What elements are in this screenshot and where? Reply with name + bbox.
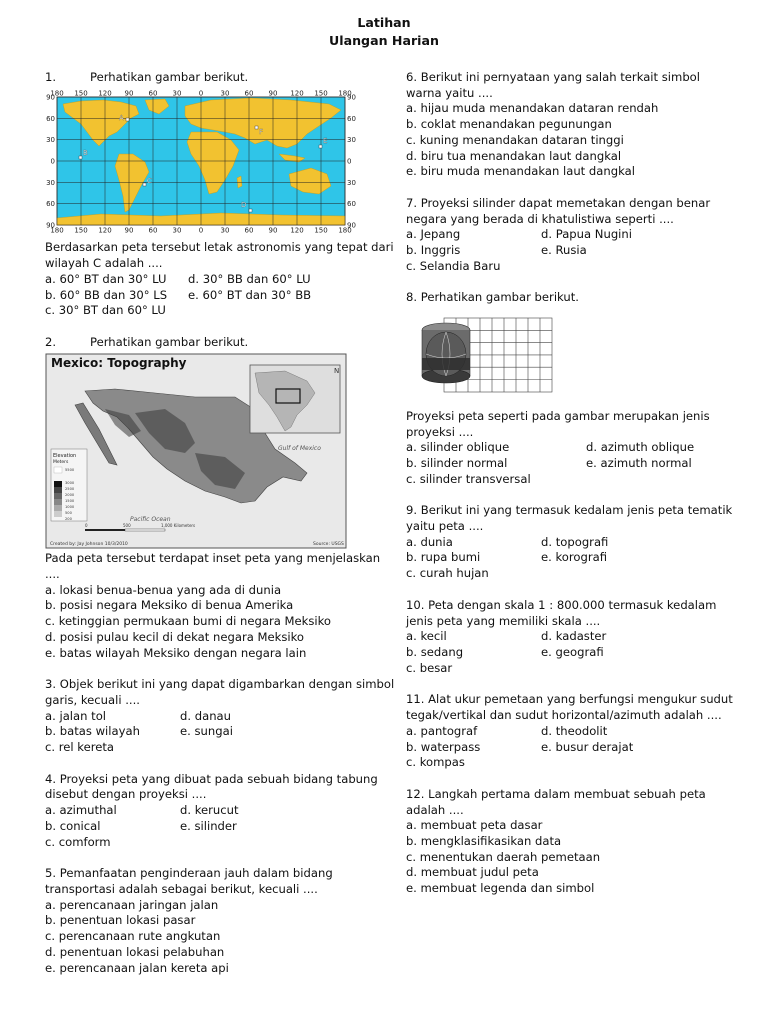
q4-option-b[interactable]: b. conical: [45, 818, 101, 833]
elevation-legend-value: 2000: [65, 492, 75, 497]
svg-text:N: N: [334, 366, 340, 375]
elevation-legend-value: 500: [65, 510, 72, 515]
longitude-tick-label: 180: [338, 89, 352, 98]
question-2-number: 2.: [45, 334, 57, 349]
latitude-tick-label: 60: [347, 114, 356, 123]
svg-text:A: A: [119, 113, 124, 122]
q1-option-b[interactable]: b. 60° BB dan 30° LS: [45, 287, 168, 302]
q5-option-d[interactable]: d. penentuan lokasi pelabuhan: [45, 944, 225, 959]
cylinder-projection-diagram: [418, 316, 554, 396]
q10-option-e[interactable]: e. geografi: [541, 644, 604, 659]
q4-option-c[interactable]: c. comform: [45, 834, 111, 849]
question-4-options: [45, 803, 397, 850]
q12-option-a[interactable]: a. membuat peta dasar: [406, 818, 543, 833]
svg-text:Elevation: Elevation: [53, 452, 77, 459]
question-2-prompt: 2. Perhatikan gambar berikut.: [45, 334, 249, 349]
q9-option-d[interactable]: d. topografi: [541, 534, 609, 549]
title-line-1: Latihan: [357, 15, 411, 30]
q9-option-c[interactable]: c. curah hujan: [406, 566, 489, 581]
mexico-map-figure: [45, 353, 397, 554]
q9-option-a[interactable]: a. dunia: [406, 534, 453, 549]
q4-option-a[interactable]: a. azimuthal: [45, 803, 117, 818]
question-10-options: [406, 629, 736, 676]
q4-option-e[interactable]: e. silinder: [180, 818, 237, 833]
elevation-legend-value: 1000: [65, 504, 75, 509]
latitude-tick-label: 0: [347, 157, 352, 166]
elevation-legend-value: 2500: [65, 486, 75, 491]
q8-option-d[interactable]: d. azimuth oblique: [586, 440, 695, 455]
question-11-stem: 11. Alat ukur pemetaan yang berfungsi mengukur sudut tegak/vertikal dan sudut horizontal/azimuth adalah ....: [406, 692, 733, 723]
q2-option-a[interactable]: a. lokasi benua-benua yang ada di dunia: [45, 582, 282, 597]
q9-option-e[interactable]: e. korografi: [541, 550, 608, 565]
q2-option-c[interactable]: c. ketinggian permukaan bumi di negara Meksiko: [45, 614, 331, 629]
latitude-tick-label: 90: [347, 93, 356, 102]
map-credit: Created by: Jay Johnson 10/3/2010: [50, 541, 128, 547]
question-8-options: [406, 440, 736, 487]
question-12-stem: 12. Langkah pertama dalam membuat sebuah peta adalah ....: [406, 786, 706, 817]
longitude-tick-label: 120: [98, 226, 112, 234]
longitude-tick-label: 60: [148, 89, 158, 98]
latitude-tick-label: 90: [347, 221, 356, 230]
q7-option-a[interactable]: a. Jepang: [406, 227, 461, 242]
q6-option-b[interactable]: b. coklat menandakan pegunungan: [406, 117, 612, 132]
longitude-tick-label: 150: [74, 226, 88, 234]
longitude-tick-label: 180: [50, 226, 64, 234]
cylinder-projection-figure: [418, 316, 736, 401]
q6-option-a[interactable]: a. hijau muda menandakan dataran rendah: [406, 101, 659, 116]
question-12: [406, 787, 736, 897]
longitude-tick-label: 150: [314, 226, 328, 234]
q6-option-d[interactable]: d. biru tua menandakan laut dangkal: [406, 148, 622, 163]
latitude-tick-label: 30: [46, 135, 55, 144]
q5-option-b[interactable]: b. penentuan lokasi pasar: [45, 913, 196, 928]
q8-option-a[interactable]: a. silinder oblique: [406, 440, 510, 455]
q9-option-b[interactable]: b. rupa bumi: [406, 550, 481, 565]
longitude-tick-label: 90: [124, 89, 134, 98]
longitude-tick-label: 180: [50, 89, 64, 98]
longitude-tick-label: 30: [172, 89, 182, 98]
q8-option-b[interactable]: b. silinder normal: [406, 455, 508, 470]
q5-option-e[interactable]: e. perencanaan jalan kereta api: [45, 960, 229, 975]
q7-option-c[interactable]: c. Selandia Baru: [406, 258, 501, 273]
world-map-figure: [41, 88, 397, 239]
latitude-tick-label: 90: [46, 221, 55, 230]
question-2-stem: Pada peta tersebut terdapat inset peta yang menjelaskan ....: [45, 551, 381, 582]
q10-option-d[interactable]: d. kadaster: [541, 629, 607, 644]
question-5: [45, 866, 397, 976]
q4-option-d[interactable]: d. kerucut: [180, 803, 239, 818]
q6-option-c[interactable]: c. kuning menandakan dataran tinggi: [406, 132, 624, 147]
longitude-tick-label: 180: [338, 226, 352, 234]
question-6: [406, 70, 736, 180]
q3-option-a[interactable]: a. jalan tol: [45, 708, 107, 723]
q2-option-d[interactable]: d. posisi pulau kecil di dekat negara Meksiko: [45, 629, 305, 644]
mexico-topography-map: [45, 353, 347, 549]
latitude-tick-label: 0: [50, 157, 55, 166]
svg-text:F: F: [259, 127, 264, 136]
q5-option-c[interactable]: c. perencanaan rute angkutan: [45, 929, 221, 944]
question-9-stem: 9. Berikut ini yang termasuk kedalam jenis peta tematik yaitu peta ....: [406, 503, 733, 534]
question-10-stem: 10. Peta dengan skala 1 : 800.000 termasuk kedalam jenis peta yang memiliki skala ....: [406, 597, 717, 628]
right-column: [406, 70, 736, 911]
q1-option-a[interactable]: a. 60° BT dan 30° LU: [45, 271, 167, 286]
q7-option-b[interactable]: b. Inggris: [406, 243, 461, 258]
svg-text:D: D: [241, 200, 247, 209]
longitude-tick-label: 30: [220, 226, 230, 234]
svg-text:E: E: [323, 136, 328, 145]
svg-text:1,000 Kilometers: 1,000 Kilometers: [161, 522, 196, 528]
q3-option-e[interactable]: e. sungai: [180, 724, 233, 739]
ocean-label: Pacific Ocean: [130, 515, 171, 523]
q7-option-d[interactable]: d. Papua Nugini: [541, 227, 632, 242]
question-11: [406, 692, 736, 771]
longitude-tick-label: 0: [198, 89, 204, 98]
longitude-tick-label: 30: [220, 89, 230, 98]
q11-option-a[interactable]: a. pantograf: [406, 723, 478, 738]
longitude-tick-label: 120: [290, 226, 304, 234]
elevation-legend-value: 200: [65, 516, 72, 521]
longitude-tick-label: 150: [314, 89, 328, 98]
latitude-tick-label: 90: [46, 93, 55, 102]
q8-option-e[interactable]: e. azimuth normal: [586, 455, 692, 470]
question-7-options: [406, 227, 736, 274]
question-3: [45, 677, 397, 756]
q8-option-c[interactable]: c. silinder transversal: [406, 471, 531, 486]
longitude-tick-label: 90: [268, 89, 278, 98]
latitude-tick-label: 30: [46, 178, 55, 187]
svg-text:500: 500: [123, 522, 131, 528]
q12-option-d[interactable]: d. membuat judul peta: [406, 865, 539, 880]
q1-option-c[interactable]: c. 30° BT dan 60° LU: [45, 303, 166, 318]
question-2: [45, 335, 397, 661]
question-5-stem: 5. Pemanfaatan penginderaan jauh dalam bidang transportasi adalah sebagai berikut, kecuali ....: [45, 866, 333, 896]
longitude-tick-label: 60: [148, 226, 158, 234]
question-10: [406, 598, 736, 677]
q5-option-a[interactable]: a. perencanaan jaringan jalan: [45, 897, 219, 912]
svg-text:C: C: [147, 176, 152, 185]
longitude-tick-label: 150: [74, 89, 88, 98]
elevation-legend-value: 1500: [65, 498, 75, 503]
q1-option-d[interactable]: d. 30° BB dan 60° LU: [188, 271, 311, 286]
svg-text:0: 0: [85, 522, 88, 528]
question-3-options: [45, 709, 397, 756]
question-9: [406, 503, 736, 582]
question-1-prompt: 1. Perhatikan gambar berikut.: [45, 70, 249, 84]
question-7-stem: 7. Proyeksi silinder dapat memetakan dengan benar negara yang berada di khatulistiwa seperti ....: [406, 195, 711, 226]
q12-option-c[interactable]: c. menentukan daerah pemetaan: [406, 849, 601, 864]
question-8-stem: Proyeksi peta seperti pada gambar merupakan jenis proyeksi ....: [406, 408, 710, 439]
q3-option-b[interactable]: b. batas wilayah: [45, 724, 140, 739]
question-1-stem: Berdasarkan peta tersebut letak astronomis yang tepat dari wilayah C adalah ....: [45, 240, 394, 271]
map-source: Source: USGS: [313, 541, 344, 547]
latitude-tick-label: 60: [347, 199, 356, 208]
world-map: [41, 88, 361, 234]
longitude-tick-label: 120: [98, 89, 112, 98]
latitude-tick-label: 30: [347, 178, 356, 187]
q10-option-b[interactable]: b. sedang: [406, 644, 464, 659]
question-4: [45, 772, 397, 851]
q10-option-a[interactable]: a. kecil: [406, 629, 447, 644]
question-1-number: 1.: [45, 70, 57, 84]
title-line-2: Ulangan Harian: [329, 33, 439, 48]
elevation-legend: [51, 449, 87, 521]
question-8: [406, 290, 736, 487]
q3-option-c[interactable]: c. rel kereta: [45, 740, 115, 755]
question-3-stem: 3. Objek berikut ini yang dapat digambarkan dengan simbol garis, kecuali ....: [45, 677, 395, 707]
longitude-tick-label: 120: [290, 89, 304, 98]
mexico-map-title: Mexico: Topography: [51, 355, 187, 370]
question-1-options: [45, 272, 397, 319]
svg-text:Meters: Meters: [53, 459, 69, 465]
longitude-tick-label: 90: [124, 226, 134, 234]
question-7: [406, 196, 736, 275]
q7-option-e[interactable]: e. Rusia: [541, 243, 587, 258]
longitude-tick-label: 60: [244, 226, 254, 234]
q12-option-e[interactable]: e. membuat legenda dan simbol: [406, 881, 595, 896]
q11-option-e[interactable]: e. busur derajat: [541, 739, 634, 754]
question-6-stem: 6. Berikut ini pernyataan yang salah terkait simbol warna yaitu ....: [406, 70, 700, 100]
q11-option-d[interactable]: d. theodolit: [541, 723, 608, 738]
left-column: [45, 70, 397, 990]
svg-text:B: B: [83, 148, 88, 157]
latitude-tick-label: 60: [46, 199, 55, 208]
question-8-prompt: 8. Perhatikan gambar berikut.: [406, 290, 579, 305]
q11-option-c[interactable]: c. kompas: [406, 755, 465, 770]
elevation-legend-value: 3000: [65, 480, 75, 485]
question-9-options: [406, 535, 736, 582]
question-4-stem: 4. Proyeksi peta yang dibuat pada sebuah bidang tabung disebut dengan proyeksi ....: [45, 771, 378, 802]
longitude-tick-label: 0: [198, 226, 204, 234]
longitude-tick-label: 30: [172, 226, 182, 234]
q2-option-b[interactable]: b. posisi negara Meksiko di benua Amerika: [45, 598, 294, 613]
latitude-tick-label: 30: [347, 135, 356, 144]
q2-option-e[interactable]: e. batas wilayah Meksiko dengan negara lain: [45, 645, 307, 660]
q3-option-d[interactable]: d. danau: [180, 708, 231, 723]
q6-option-e[interactable]: e. biru muda menandakan laut dangkal: [406, 164, 635, 179]
question-1: [45, 70, 397, 319]
longitude-tick-label: 60: [244, 89, 254, 98]
q10-option-c[interactable]: c. besar: [406, 660, 453, 675]
elevation-legend-value: 5500: [65, 467, 75, 472]
q11-option-b[interactable]: b. waterpass: [406, 739, 481, 754]
question-11-options: [406, 724, 736, 771]
page-title: [0, 14, 768, 50]
longitude-tick-label: 90: [268, 226, 278, 234]
q1-option-e[interactable]: e. 60° BT dan 30° BB: [188, 287, 312, 302]
latitude-tick-label: 60: [46, 114, 55, 123]
q12-option-b[interactable]: b. mengklasifikasikan data: [406, 834, 562, 849]
gulf-label: Gulf of Mexico: [278, 444, 321, 452]
